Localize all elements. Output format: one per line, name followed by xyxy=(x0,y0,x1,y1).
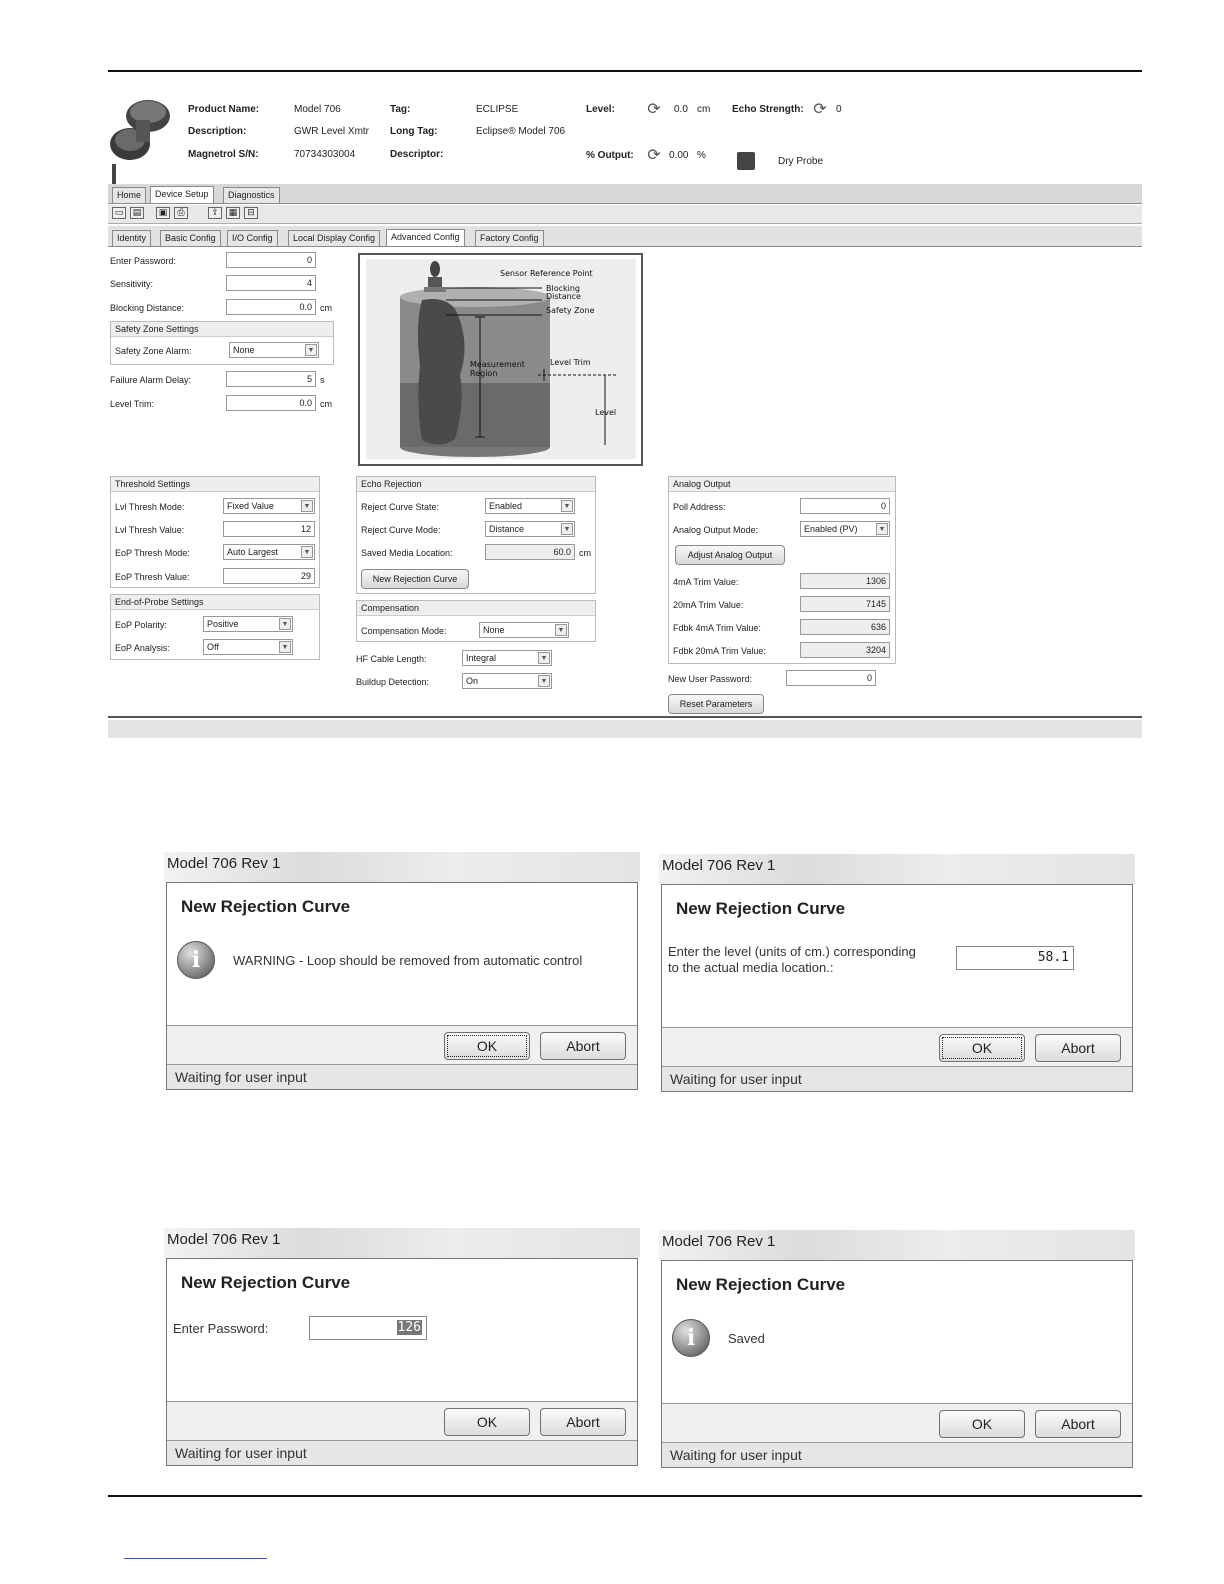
description-label: Description: xyxy=(188,126,247,137)
tag-label: Tag: xyxy=(390,104,411,115)
blocking-text-2: Distance xyxy=(546,292,581,301)
chevron-down-icon: ▼ xyxy=(301,500,313,512)
lvl-thresh-value-label: Lvl Thresh Value: xyxy=(115,525,185,535)
output-value: 0.00 xyxy=(669,150,689,161)
buildup-detection-select[interactable] xyxy=(462,673,552,689)
safety-zone-alarm-label: Safety Zone Alarm: xyxy=(115,346,192,356)
measurement-text-2: Region xyxy=(470,369,498,378)
panel-icon[interactable]: ⊟ xyxy=(244,207,258,219)
serial-value: 70734303004 xyxy=(294,149,356,160)
dialog-title-bar[interactable]: Model 706 Rev 1 xyxy=(659,854,1135,884)
save-icon[interactable]: ▣ xyxy=(156,207,170,219)
ok-button[interactable]: OK xyxy=(444,1032,530,1060)
analog-output-group xyxy=(668,476,896,664)
eop-thresh-value-label: EoP Thresh Value: xyxy=(115,572,190,582)
level-refresh-icon[interactable]: ⟳ xyxy=(647,99,661,118)
lvl-thresh-mode-select[interactable] xyxy=(223,498,315,514)
sensitivity-field[interactable]: 4 xyxy=(226,275,316,291)
dialog-status-bar: Waiting for user input xyxy=(662,1442,1132,1467)
chevron-down-icon: ▼ xyxy=(538,675,550,687)
chevron-down-icon: ▼ xyxy=(876,523,888,535)
fdbk-20ma-field: 3204 xyxy=(800,642,890,658)
lvl-thresh-mode-label: Lvl Thresh Mode: xyxy=(115,502,185,512)
safety-zone-group-title: Safety Zone Settings xyxy=(111,322,333,337)
dialog-body xyxy=(661,1260,1133,1468)
dialog-body xyxy=(661,884,1133,1092)
eop-analysis-value: Off xyxy=(207,642,219,652)
product-name-value: Model 706 xyxy=(294,104,341,115)
dialog-title-bar[interactable]: Model 706 Rev 1 xyxy=(164,852,640,882)
eop-analysis-label: EoP Analysis: xyxy=(115,643,170,653)
dialog-status-bar: Waiting for user input xyxy=(167,1440,637,1465)
bottom-rule xyxy=(108,1495,1142,1497)
window-icon[interactable]: ▭ xyxy=(112,207,126,219)
trim-20ma-field: 7145 xyxy=(800,596,890,612)
tab-diagnostics[interactable]: Diagnostics xyxy=(223,187,280,203)
saved-media-unit: cm xyxy=(579,548,591,558)
blocking-distance-label: Blocking Distance: xyxy=(110,303,185,313)
chevron-down-icon: ▼ xyxy=(305,344,317,356)
echo-strength-label: Echo Strength: xyxy=(732,104,804,115)
tab-device-setup[interactable]: Device Setup xyxy=(150,186,214,203)
fdbk-20ma-label: Fdbk 20mA Trim Value: xyxy=(673,646,766,656)
failure-alarm-delay-field[interactable]: 5 xyxy=(226,371,316,387)
trim-20ma-label: 20mA Trim Value: xyxy=(673,600,744,610)
echo-refresh-icon[interactable]: ⟳ xyxy=(813,99,827,118)
failure-unit: s xyxy=(320,375,325,385)
fdbk-4ma-label: Fdbk 4mA Trim Value: xyxy=(673,623,761,633)
threshold-settings-group xyxy=(110,476,320,588)
dialog-heading: New Rejection Curve xyxy=(181,1273,351,1292)
top-rule xyxy=(108,70,1142,72)
long-tag-label: Long Tag: xyxy=(390,126,438,137)
echo-strength-value: 0 xyxy=(836,104,842,115)
chevron-down-icon: ▼ xyxy=(561,500,573,512)
new-rejection-curve-button[interactable]: New Rejection Curve xyxy=(361,569,469,589)
tank-diagram-drawing xyxy=(360,255,641,464)
safety-zone-group xyxy=(110,321,334,365)
compensation-title: Compensation xyxy=(357,601,595,616)
level-trim-text: Level Trim xyxy=(550,358,591,367)
tab-advanced-config[interactable]: Advanced Config xyxy=(386,229,465,246)
tag-value: ECLIPSE xyxy=(476,104,519,115)
tab-home[interactable]: Home xyxy=(112,187,146,203)
dialog-saved xyxy=(659,1230,1135,1470)
password-input[interactable] xyxy=(309,1316,427,1340)
compensation-mode-label: Compensation Mode: xyxy=(361,626,447,636)
blocking-text-1: Blocking xyxy=(546,284,581,293)
serial-label: Magnetrol S/N: xyxy=(188,149,259,160)
lvl-thresh-mode-value: Fixed Value xyxy=(227,501,274,511)
sensitivity-label: Sensitivity: xyxy=(110,279,154,289)
tab-local-display-config[interactable]: Local Display Config xyxy=(288,230,380,246)
upload-icon[interactable]: ⇪ xyxy=(208,207,222,219)
saved-media-location-field: 60.0 xyxy=(485,544,575,560)
saved-media-location-label: Saved Media Location: xyxy=(361,548,453,558)
enter-password-field[interactable]: 0 xyxy=(226,252,316,268)
footer-link-rule xyxy=(124,1558,267,1559)
product-name-label: Product Name: xyxy=(188,104,260,115)
toolbar xyxy=(108,205,1142,224)
window-bottom-edge xyxy=(108,716,1142,718)
measurement-text-1: Measurement xyxy=(470,360,525,369)
transmitter-image xyxy=(108,94,178,186)
threshold-settings-title: Threshold Settings xyxy=(111,477,319,492)
failure-alarm-delay-label: Failure Alarm Delay: xyxy=(110,375,192,385)
analog-output-title: Analog Output xyxy=(669,477,895,492)
warning-message: WARNING - Loop should be removed from automatic control xyxy=(233,953,583,968)
info-icon: i xyxy=(177,941,215,979)
enter-password-label: Enter Password: xyxy=(110,256,177,266)
description-value: GWR Level Xmtr xyxy=(294,126,370,137)
level-value: 0.0 xyxy=(674,104,688,115)
output-refresh-icon[interactable]: ⟳ xyxy=(647,145,661,164)
buildup-detection-label: Buildup Detection: xyxy=(356,677,430,687)
dry-probe-indicator xyxy=(737,152,755,170)
dialog-heading: New Rejection Curve xyxy=(181,897,351,916)
level-prompt-line-1: Enter the level (units of cm.) corresponding xyxy=(668,944,916,959)
tank-diagram xyxy=(358,253,643,466)
chevron-down-icon: ▼ xyxy=(538,652,550,664)
dialog-body xyxy=(166,882,638,1090)
chevron-down-icon: ▼ xyxy=(279,641,291,653)
eop-analysis-select[interactable] xyxy=(203,639,293,655)
reject-curve-state-select[interactable] xyxy=(485,498,575,514)
reject-curve-mode-select[interactable] xyxy=(485,521,575,537)
dialog-heading: New Rejection Curve xyxy=(676,1275,846,1294)
buildup-detection-value: On xyxy=(466,676,479,686)
echo-rejection-group xyxy=(356,476,596,594)
compensation-mode-select[interactable] xyxy=(479,622,569,638)
abort-button[interactable]: Abort xyxy=(540,1032,626,1060)
analog-output-mode-select[interactable] xyxy=(800,521,890,537)
ok-button[interactable]: OK xyxy=(444,1408,530,1436)
tab-io-config[interactable]: I/O Config xyxy=(227,230,278,246)
dialog-warning xyxy=(164,852,640,1092)
eop-polarity-label: EoP Polarity: xyxy=(115,620,167,630)
dialog-title-bar[interactable]: Model 706 Rev 1 xyxy=(659,1230,1135,1260)
tab-factory-config[interactable]: Factory Config xyxy=(475,230,544,246)
abort-button[interactable]: Abort xyxy=(540,1408,626,1436)
dialog-status-bar: Waiting for user input xyxy=(167,1064,637,1089)
reject-curve-state-label: Reject Curve State: xyxy=(361,502,440,512)
blocking-distance-field[interactable]: 0.0 xyxy=(226,299,316,315)
abort-button[interactable]: Abort xyxy=(1035,1410,1121,1438)
reject-curve-mode-label: Reject Curve Mode: xyxy=(361,525,441,535)
poll-address-label: Poll Address: xyxy=(673,502,726,512)
trim-4ma-field: 1306 xyxy=(800,573,890,589)
dialog-status-bar: Waiting for user input xyxy=(662,1066,1132,1091)
level-label: Level: xyxy=(586,104,615,115)
dialog-enter-password xyxy=(164,1228,640,1468)
eop-polarity-select[interactable] xyxy=(203,616,293,632)
compensation-mode-value: None xyxy=(483,625,505,635)
level-trim-label: Level Trim: xyxy=(110,399,155,409)
window-status-strip xyxy=(108,720,1142,738)
dialog-enter-level xyxy=(659,854,1135,1094)
sensor-reference-text: Sensor Reference Point xyxy=(500,269,593,278)
long-tag-value: Eclipse® Model 706 xyxy=(476,126,566,137)
eop-thresh-mode-label: EoP Thresh Mode: xyxy=(115,548,190,558)
fdbk-4ma-field: 636 xyxy=(800,619,890,635)
trim-4ma-label: 4mA Trim Value: xyxy=(673,577,739,587)
end-of-probe-group xyxy=(110,594,320,660)
dry-probe-label: Dry Probe xyxy=(778,156,824,167)
eop-polarity-value: Positive xyxy=(207,619,239,629)
chevron-down-icon: ▼ xyxy=(561,523,573,535)
abort-button[interactable]: Abort xyxy=(1035,1034,1121,1062)
eop-thresh-value-field[interactable]: 29 xyxy=(223,568,315,584)
descriptor-label: Descriptor: xyxy=(390,149,444,160)
reject-curve-mode-value: Distance xyxy=(489,524,525,534)
print-icon[interactable]: ⎙ xyxy=(174,207,188,219)
level-input[interactable]: 58.1 xyxy=(956,946,1074,970)
output-unit: % xyxy=(697,150,706,161)
level-trim-unit: cm xyxy=(320,399,332,409)
eop-thresh-mode-select[interactable] xyxy=(223,544,315,560)
ok-button[interactable]: OK xyxy=(939,1410,1025,1438)
hf-cable-length-select[interactable] xyxy=(462,650,552,666)
chevron-down-icon: ▼ xyxy=(301,546,313,558)
info-icon: i xyxy=(672,1319,710,1357)
hf-cable-length-label: HF Cable Length: xyxy=(356,654,427,664)
password-prompt: Enter Password: xyxy=(173,1321,269,1336)
poll-address-field[interactable]: 0 xyxy=(800,498,890,514)
chart-icon[interactable]: ▦ xyxy=(226,207,240,219)
device-config-window xyxy=(108,88,1142,738)
ok-button[interactable]: OK xyxy=(939,1034,1025,1062)
saved-message: Saved xyxy=(728,1331,765,1346)
new-user-password-field[interactable]: 0 xyxy=(786,670,876,686)
hf-cable-length-value: Integral xyxy=(466,653,497,663)
page-icon[interactable]: ▤ xyxy=(130,207,144,219)
safety-zone-alarm-select[interactable] xyxy=(229,342,319,358)
safety-zone-text: Safety Zone xyxy=(546,306,595,315)
end-of-probe-title: End-of-Probe Settings xyxy=(111,595,319,610)
adjust-analog-output-button[interactable]: Adjust Analog Output xyxy=(675,545,785,565)
password-value: 126 xyxy=(397,1320,421,1335)
dialog-body xyxy=(166,1258,638,1466)
chevron-down-icon: ▼ xyxy=(555,624,567,636)
safety-zone-alarm-value: None xyxy=(233,345,255,355)
chevron-down-icon: ▼ xyxy=(279,618,291,630)
reset-parameters-button[interactable]: Reset Parameters xyxy=(668,694,764,714)
level-text: Level xyxy=(595,408,617,417)
output-label: % Output: xyxy=(586,150,634,161)
level-prompt-line-2: to the actual media location.: xyxy=(668,960,834,975)
analog-output-mode-value: Enabled (PV) xyxy=(804,524,858,534)
new-user-password-label: New User Password: xyxy=(668,674,753,684)
dialog-heading: New Rejection Curve xyxy=(676,899,846,918)
compensation-group xyxy=(356,600,596,642)
level-trim-field[interactable]: 0.0 xyxy=(226,395,316,411)
analog-output-mode-label: Analog Output Mode: xyxy=(673,525,759,535)
lvl-thresh-value-field[interactable]: 12 xyxy=(223,521,315,537)
level-unit: cm xyxy=(697,104,711,115)
eop-thresh-mode-value: Auto Largest xyxy=(227,547,279,557)
reject-curve-state-value: Enabled xyxy=(489,501,523,511)
blocking-unit: cm xyxy=(320,303,332,313)
tab-identity[interactable]: Identity xyxy=(112,230,151,246)
echo-rejection-title: Echo Rejection xyxy=(357,477,595,492)
dialog-title-bar[interactable]: Model 706 Rev 1 xyxy=(164,1228,640,1258)
main-tab-bar xyxy=(108,184,1142,204)
config-tab-bar xyxy=(108,226,1142,247)
tab-basic-config[interactable]: Basic Config xyxy=(160,230,221,246)
